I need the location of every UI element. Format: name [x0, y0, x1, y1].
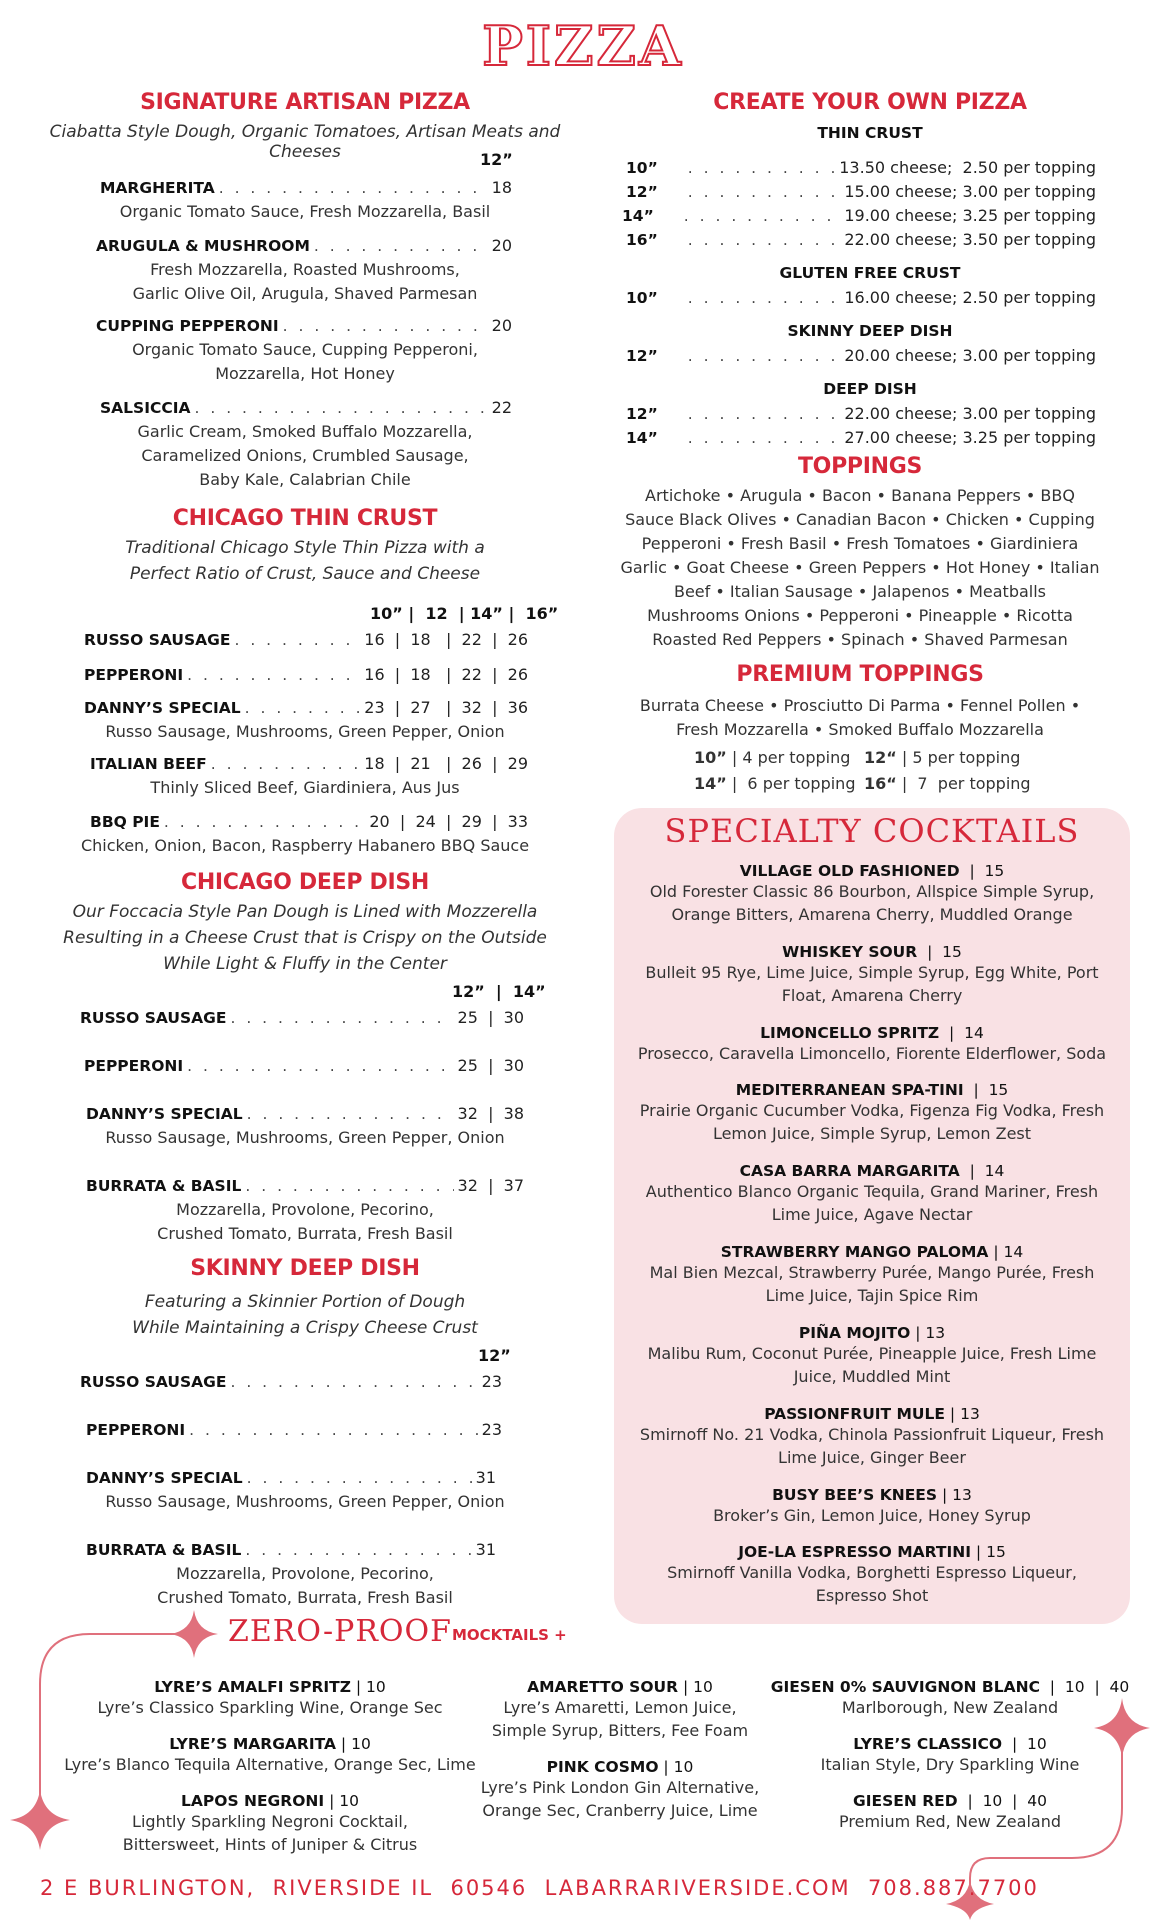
mocktail-price: | 10	[658, 1758, 694, 1776]
item-name: MARGHERITA	[100, 179, 215, 197]
cocktail-name: STRAWBERRY MANGO PALOMA	[720, 1243, 989, 1261]
toppings-heading: TOPPINGS	[797, 454, 923, 479]
cocktail-list	[620, 862, 1124, 1624]
cocktail-desc: Lemon Juice, Simple Syrup, Lemon Zest	[712, 1124, 1032, 1143]
item-name: BURRATA & BASIL	[86, 1541, 242, 1559]
mocktail-name: GIESEN RED	[853, 1792, 958, 1810]
mocktail-desc: Lyre’s Blanco Tequila Alternative, Orange Sec, Lime	[64, 1755, 476, 1774]
mocktail-title	[770, 1735, 1130, 1753]
zero-col-3	[770, 1678, 1130, 1833]
item-desc: Mozzarella, Provolone, Pecorino,	[176, 1200, 434, 1219]
item-price: 32 | 37	[457, 1176, 524, 1195]
item-price: 25 | 30	[457, 1056, 524, 1075]
menu-item-arugula-mushroom	[96, 236, 512, 255]
cocktail-title	[620, 1162, 1124, 1180]
cyo-row	[626, 288, 1096, 307]
menu-item-salsiccia	[100, 398, 512, 417]
mocktail-name: LYRE’S AMALFI SPRITZ	[154, 1678, 351, 1696]
premium-price: | 6 per topping	[726, 774, 856, 793]
mocktail-price: | 10 | 40	[1039, 1678, 1130, 1696]
item-name: RUSSO SAUSAGE	[80, 1009, 227, 1027]
cyo-price: 22.00 cheese; 3.00 per topping	[844, 404, 1096, 423]
item-desc: Mozzarella, Hot Honey	[215, 364, 395, 383]
premium-price-10	[694, 746, 850, 770]
item-name: SALSICCIA	[100, 399, 191, 417]
menu-item-pepperoni	[84, 1056, 524, 1075]
cocktail-item	[620, 1405, 1124, 1486]
cocktail-item	[620, 1243, 1124, 1324]
page-title: PIZZA	[482, 14, 684, 78]
mocktail-desc: Simple Syrup, Bitters, Fee Foam	[491, 1721, 749, 1740]
toppings-list	[600, 484, 1120, 652]
cocktail-name: CASA BARRA MARGARITA	[739, 1162, 960, 1180]
premium-price: | 7 per topping	[896, 774, 1031, 793]
mocktail-title	[60, 1678, 480, 1696]
mocktail-title	[770, 1678, 1130, 1696]
cocktail-desc: Orange Bitters, Amarena Cherry, Muddled Orange	[671, 905, 1073, 924]
menu-item-pepperoni	[86, 1420, 502, 1439]
cocktails-heading: SPECIALTY COCKTAILS	[664, 812, 1080, 850]
mocktail-desc: Italian Style, Dry Sparkling Wine	[820, 1755, 1080, 1774]
cyo-price: 13.50 cheese; 2.50 per topping	[839, 158, 1096, 177]
cocktail-price: | 14	[988, 1243, 1024, 1261]
cyo-price: 16.00 cheese; 2.50 per topping	[844, 288, 1096, 307]
menu-item-russo-sausage	[84, 630, 528, 649]
mocktail-desc: Premium Red, New Zealand	[839, 1812, 1061, 1831]
signature-subtitle: Ciabatta Style Dough, Organic Tomatoes, Artisan Meats and Cheeses	[49, 122, 561, 162]
skinny-heading: SKINNY DEEP DISH	[190, 1256, 420, 1281]
cyo-deep-label: DEEP DISH	[823, 380, 917, 398]
item-desc: Crushed Tomato, Burrata, Fresh Basil	[157, 1588, 453, 1607]
cyo-row	[622, 206, 1096, 225]
cocktail-price: | 13	[945, 1405, 980, 1423]
toppings-line: Beef • Italian Sausage • Jalapenos • Meatballs	[673, 582, 1047, 601]
cyo-size: 10”	[626, 289, 658, 307]
skinny-size-header: 12”	[478, 1346, 511, 1365]
mocktail-item	[60, 1735, 480, 1792]
cyo-row	[626, 404, 1096, 423]
item-price: 31	[475, 1540, 496, 1559]
menu-item-bbq-pie	[90, 812, 528, 831]
cocktail-desc: Juice, Muddled Mint	[793, 1367, 951, 1386]
mocktail-price: | 10	[336, 1735, 371, 1753]
deep-size-header: 12” | 14”	[452, 982, 546, 1001]
item-price: 23	[481, 1372, 502, 1391]
cocktail-price: | 14	[959, 1162, 1005, 1180]
premium-size: 10”	[694, 748, 727, 767]
mocktail-item	[60, 1792, 480, 1856]
cyo-size: 10”	[626, 159, 658, 177]
item-desc: Crushed Tomato, Burrata, Fresh Basil	[157, 1224, 453, 1243]
thin-subtitle: Perfect Ratio of Crust, Sauce and Cheese	[129, 564, 481, 584]
item-price: 18 | 21 | 26 | 29	[364, 754, 528, 773]
sparkle-icon	[170, 1610, 218, 1658]
item-desc: Baby Kale, Calabrian Chile	[199, 470, 411, 489]
cocktail-price: | 15	[959, 862, 1005, 880]
item-desc: Organic Tomato Sauce, Cupping Pepperoni,	[132, 340, 478, 359]
mocktail-desc: Bittersweet, Hints of Juniper & Citrus	[122, 1835, 418, 1854]
item-name: CUPPING PEPPERONI	[96, 317, 279, 335]
cocktail-desc: Lime Juice, Agave Nectar	[771, 1205, 973, 1224]
mocktail-desc: Lyre’s Amaretti, Lemon Juice,	[503, 1698, 737, 1717]
cocktail-price: | 13	[937, 1486, 972, 1504]
cocktail-desc: Smirnoff Vanilla Vodka, Borghetti Espresso Liqueur,	[667, 1563, 1077, 1582]
menu-item-russo-sausage	[80, 1008, 524, 1027]
mocktail-title	[770, 1792, 1130, 1810]
item-desc: Garlic Cream, Smoked Buffalo Mozzarella,	[137, 422, 473, 441]
zero-col-1	[60, 1678, 480, 1856]
item-name: RUSSO SAUSAGE	[80, 1373, 227, 1391]
mocktail-price: | 10	[350, 1678, 386, 1696]
cocktail-item	[620, 1024, 1124, 1081]
menu-item-margherita	[100, 178, 512, 197]
cocktail-name: JOE-LA ESPRESSO MARTINI	[738, 1543, 971, 1561]
cocktail-item	[620, 1486, 1124, 1543]
cocktail-title	[620, 862, 1124, 880]
premium-size: 12“	[864, 748, 897, 767]
item-name: RUSSO SAUSAGE	[84, 631, 231, 649]
item-desc: Garlic Olive Oil, Arugula, Shaved Parmesan	[132, 284, 478, 303]
premium-price-12	[864, 746, 1020, 770]
menu-item-pepperoni	[84, 665, 528, 684]
cyo-price: 19.00 cheese; 3.25 per topping	[844, 206, 1096, 225]
mocktail-name: AMARETTO SOUR	[527, 1678, 679, 1696]
cocktail-title	[620, 943, 1124, 961]
premium-price-16	[864, 772, 1031, 796]
mocktail-name: LYRE’S CLASSICO	[853, 1735, 1003, 1753]
cocktail-desc: Prosecco, Caravella Limoncello, Fiorente Elderflower, Soda	[637, 1044, 1107, 1063]
item-name: DANNY’S SPECIAL	[86, 1105, 243, 1123]
cocktail-item	[620, 1324, 1124, 1405]
cyo-row	[626, 346, 1096, 365]
item-price: 23	[481, 1420, 502, 1439]
mocktail-price: | 10	[324, 1792, 359, 1810]
mocktail-item	[470, 1758, 770, 1822]
deep-subtitle: While Light & Fluffy in the Center	[163, 954, 447, 974]
toppings-line: Sauce Black Olives • Canadian Bacon • Chicken • Cupping	[625, 510, 1095, 529]
mocktail-price: | 10	[678, 1678, 713, 1696]
cyo-size: 14”	[622, 207, 654, 225]
cocktail-desc: Lime Juice, Ginger Beer	[778, 1448, 966, 1467]
cocktail-desc: Malibu Rum, Coconut Purée, Pineapple Juice, Fresh Lime	[647, 1344, 1097, 1363]
cocktail-item	[620, 862, 1124, 943]
cocktail-item	[620, 1162, 1124, 1243]
item-name: ITALIAN BEEF	[90, 755, 207, 773]
cyo-size: 16”	[626, 231, 658, 249]
toppings-line: Garlic • Goat Cheese • Green Peppers • Hot Honey • Italian	[620, 558, 1100, 577]
cocktail-name: PASSIONFRUIT MULE	[764, 1405, 945, 1423]
menu-item-burrata-basil	[86, 1540, 496, 1559]
premium-price-14	[694, 772, 855, 796]
cyo-gf-label: GLUTEN FREE CRUST	[779, 264, 961, 282]
premium-line: Fresh Mozzarella • Smoked Buffalo Mozzarella	[676, 720, 1044, 739]
mocktail-desc: Lightly Sparkling Negroni Cocktail,	[132, 1812, 408, 1831]
menu-item-dannys-special	[86, 1104, 524, 1123]
mocktail-item	[770, 1678, 1130, 1735]
cocktail-title	[620, 1486, 1124, 1504]
cocktail-name: PIÑA MOJITO	[798, 1324, 911, 1342]
item-desc: Caramelized Onions, Crumbled Sausage,	[141, 446, 469, 465]
cocktail-price: | 15	[971, 1543, 1006, 1561]
item-name: DANNY’S SPECIAL	[84, 699, 241, 717]
cocktail-desc: Bulleit 95 Rye, Lime Juice, Simple Syrup, Egg White, Port	[645, 963, 1099, 982]
menu-item-dannys-special	[86, 1468, 496, 1487]
item-price: 16 | 18 | 22 | 26	[364, 665, 528, 684]
item-name: ARUGULA & MUSHROOM	[96, 237, 310, 255]
item-price: 31	[475, 1468, 496, 1487]
cocktail-title	[620, 1543, 1124, 1561]
mocktail-item	[770, 1735, 1130, 1792]
thin-heading: CHICAGO THIN CRUST	[172, 506, 438, 531]
cocktail-desc: Smirnoff No. 21 Vodka, Chinola Passionfruit Liqueur, Fresh	[639, 1425, 1105, 1444]
toppings-line: Roasted Red Peppers • Spinach • Shaved Parmesan	[652, 630, 1068, 649]
mocktail-desc: Orange Sec, Cranberry Juice, Lime	[482, 1801, 758, 1820]
cyo-price: 15.00 cheese; 3.00 per topping	[844, 182, 1096, 201]
deep-heading: CHICAGO DEEP DISH	[180, 870, 430, 895]
cyo-row	[626, 428, 1096, 447]
item-desc: Organic Tomato Sauce, Fresh Mozzarella, Basil	[119, 202, 491, 221]
mocktail-item	[770, 1792, 1130, 1833]
item-price: 20	[491, 236, 512, 255]
cocktail-desc: Prairie Organic Cucumber Vodka, Figenza Fig Vodka, Fresh	[639, 1101, 1105, 1120]
cyo-size: 12”	[626, 183, 658, 201]
item-name: DANNY’S SPECIAL	[86, 1469, 243, 1487]
item-desc: Mozzarella, Provolone, Pecorino,	[176, 1564, 434, 1583]
cyo-price: 27.00 cheese; 3.25 per topping	[844, 428, 1096, 447]
skinny-subtitle: While Maintaining a Crispy Cheese Crust	[132, 1318, 478, 1338]
cocktail-desc: Lime Juice, Tajin Spice Rim	[765, 1286, 979, 1305]
thin-size-header: 10” | 12 | 14” | 16”	[370, 604, 559, 623]
thin-subtitle: Traditional Chicago Style Thin Pizza with a	[125, 538, 485, 558]
zero-proof-heading: ZERO-PROOF	[228, 1614, 452, 1649]
skinny-subtitle: Featuring a Skinnier Portion of Dough	[144, 1292, 466, 1312]
mocktail-price: | 10	[1002, 1735, 1047, 1753]
cyo-heading: CREATE YOUR OWN PIZZA	[713, 90, 1027, 115]
cocktail-item	[620, 943, 1124, 1024]
item-name: PEPPERONI	[86, 1421, 186, 1439]
menu-item-italian-beef	[90, 754, 528, 773]
premium-price: | 5 per topping	[896, 748, 1021, 767]
cocktail-title	[620, 1081, 1124, 1099]
cocktail-desc: Float, Amarena Cherry	[781, 986, 963, 1005]
menu-item-burrata-basil	[86, 1176, 524, 1195]
cocktail-item	[620, 1081, 1124, 1162]
cocktail-desc: Old Forester Classic 86 Bourbon, Allspice Simple Syrup,	[649, 882, 1095, 901]
cocktail-price: | 14	[939, 1024, 984, 1042]
zero-col-2	[470, 1678, 770, 1822]
mocktail-desc: Lyre’s Classico Sparkling Wine, Orange Sec	[97, 1698, 443, 1717]
mocktail-name: LAPOS NEGRONI	[181, 1792, 325, 1810]
cocktail-price: | 13	[910, 1324, 946, 1342]
item-desc: Fresh Mozzarella, Roasted Mushrooms,	[150, 260, 460, 279]
cocktail-price: | 15	[963, 1081, 1009, 1099]
item-desc: Russo Sausage, Mushrooms, Green Pepper, Onion	[105, 722, 505, 741]
cocktail-title	[620, 1243, 1124, 1261]
premium-heading: PREMIUM TOPPINGS	[736, 662, 984, 687]
cyo-size: 12”	[626, 405, 658, 423]
item-price: 20 | 24 | 29 | 33	[369, 812, 528, 831]
menu-item-cupping-pepperoni	[96, 316, 512, 335]
signature-heading: SIGNATURE ARTISAN PIZZA	[140, 90, 470, 115]
cocktail-name: LIMONCELLO SPRITZ	[760, 1024, 940, 1042]
mocktail-name: GIESEN 0% SAUVIGNON BLANC	[770, 1678, 1040, 1696]
mocktail-title	[60, 1792, 480, 1810]
mocktail-name: PINK COSMO	[546, 1758, 659, 1776]
cyo-price: 22.00 cheese; 3.50 per topping	[844, 230, 1096, 249]
item-price: 18	[491, 178, 512, 197]
cocktail-title	[620, 1324, 1124, 1342]
mocktail-name: LYRE’S MARGARITA	[169, 1735, 336, 1753]
cocktail-desc: Espresso Shot	[815, 1586, 929, 1605]
menu-item-russo-sausage	[80, 1372, 502, 1391]
cocktail-name: MEDITERRANEAN SPA-TINI	[735, 1081, 964, 1099]
mocktail-item	[60, 1678, 480, 1735]
mocktail-title	[470, 1678, 770, 1696]
item-price: 20	[491, 316, 512, 335]
signature-size-header: 12”	[480, 150, 513, 169]
cocktail-name: WHISKEY SOUR	[782, 943, 918, 961]
mocktail-desc: Lyre’s Pink London Gin Alternative,	[480, 1778, 760, 1797]
toppings-line: Artichoke • Arugula • Bacon • Banana Peppers • BBQ	[645, 486, 1075, 505]
cyo-row	[626, 158, 1096, 177]
cocktail-title	[620, 1024, 1124, 1042]
mocktail-desc: Marlborough, New Zealand	[841, 1698, 1059, 1717]
toppings-line: Mushrooms Onions • Pepperoni • Pineapple • Ricotta	[647, 606, 1073, 625]
cocktail-name: BUSY BEE’S KNEES	[772, 1486, 938, 1504]
mocktail-price: | 10 | 40	[957, 1792, 1047, 1810]
toppings-line: Pepperoni • Fresh Basil • Fresh Tomatoes • Giardiniera	[641, 534, 1079, 553]
item-price: 32 | 38	[457, 1104, 524, 1123]
cocktail-desc: Authentico Blanco Organic Tequila, Grand Mariner, Fresh	[645, 1182, 1099, 1201]
item-name: PEPPERONI	[84, 666, 184, 684]
mocktail-title	[470, 1758, 770, 1776]
item-name: BBQ PIE	[90, 813, 160, 831]
item-desc: Russo Sausage, Mushrooms, Green Pepper, Onion	[105, 1492, 505, 1511]
premium-line: Burrata Cheese • Prosciutto Di Parma • Fennel Pollen •	[639, 696, 1081, 715]
cyo-row	[626, 182, 1096, 201]
mocktail-item	[470, 1678, 770, 1758]
item-price: 23 | 27 | 32 | 36	[364, 698, 528, 717]
item-price: 25 | 30	[457, 1008, 524, 1027]
item-price: 16 | 18 | 22 | 26	[364, 630, 528, 649]
premium-price: | 4 per topping	[726, 748, 851, 767]
cyo-price: 20.00 cheese; 3.00 per topping	[844, 346, 1096, 365]
item-desc: Thinly Sliced Beef, Giardiniera, Aus Jus	[150, 778, 460, 797]
cyo-skinny-label: SKINNY DEEP DISH	[787, 322, 953, 340]
deep-subtitle: Resulting in a Cheese Crust that is Crispy on the Outside	[63, 928, 547, 948]
deep-subtitle: Our Foccacia Style Pan Dough is Lined with Mozzerella	[72, 902, 538, 922]
cyo-size: 14”	[626, 429, 658, 447]
mocktail-title	[60, 1735, 480, 1753]
cocktail-name: VILLAGE OLD FASHIONED	[739, 862, 960, 880]
item-price: 22	[491, 398, 512, 417]
premium-size: 16“	[864, 774, 897, 793]
item-name: BURRATA & BASIL	[86, 1177, 242, 1195]
cyo-thin-label: THIN CRUST	[817, 124, 923, 142]
zero-proof-subheading: MOCKTAILS +	[452, 1626, 567, 1644]
cyo-size: 12”	[626, 347, 658, 365]
cocktail-price: | 15	[917, 943, 962, 961]
cocktail-desc: Mal Bien Mezcal, Strawberry Purée, Mango Purée, Fresh	[649, 1263, 1095, 1282]
footer-address: 2 E BURLINGTON, RIVERSIDE IL 60546 LABARRARIVERSIDE.COM 708.887.7700	[40, 1876, 1039, 1900]
cyo-row	[626, 230, 1096, 249]
item-name: PEPPERONI	[84, 1057, 184, 1075]
item-desc: Russo Sausage, Mushrooms, Green Pepper, Onion	[105, 1128, 505, 1147]
premium-size: 14”	[694, 774, 727, 793]
cocktail-title	[620, 1405, 1124, 1423]
item-desc: Chicken, Onion, Bacon, Raspberry Habanero BBQ Sauce	[80, 836, 530, 855]
cocktail-desc: Broker’s Gin, Lemon Juice, Honey Syrup	[713, 1506, 1031, 1525]
menu-item-dannys-special	[84, 698, 528, 717]
